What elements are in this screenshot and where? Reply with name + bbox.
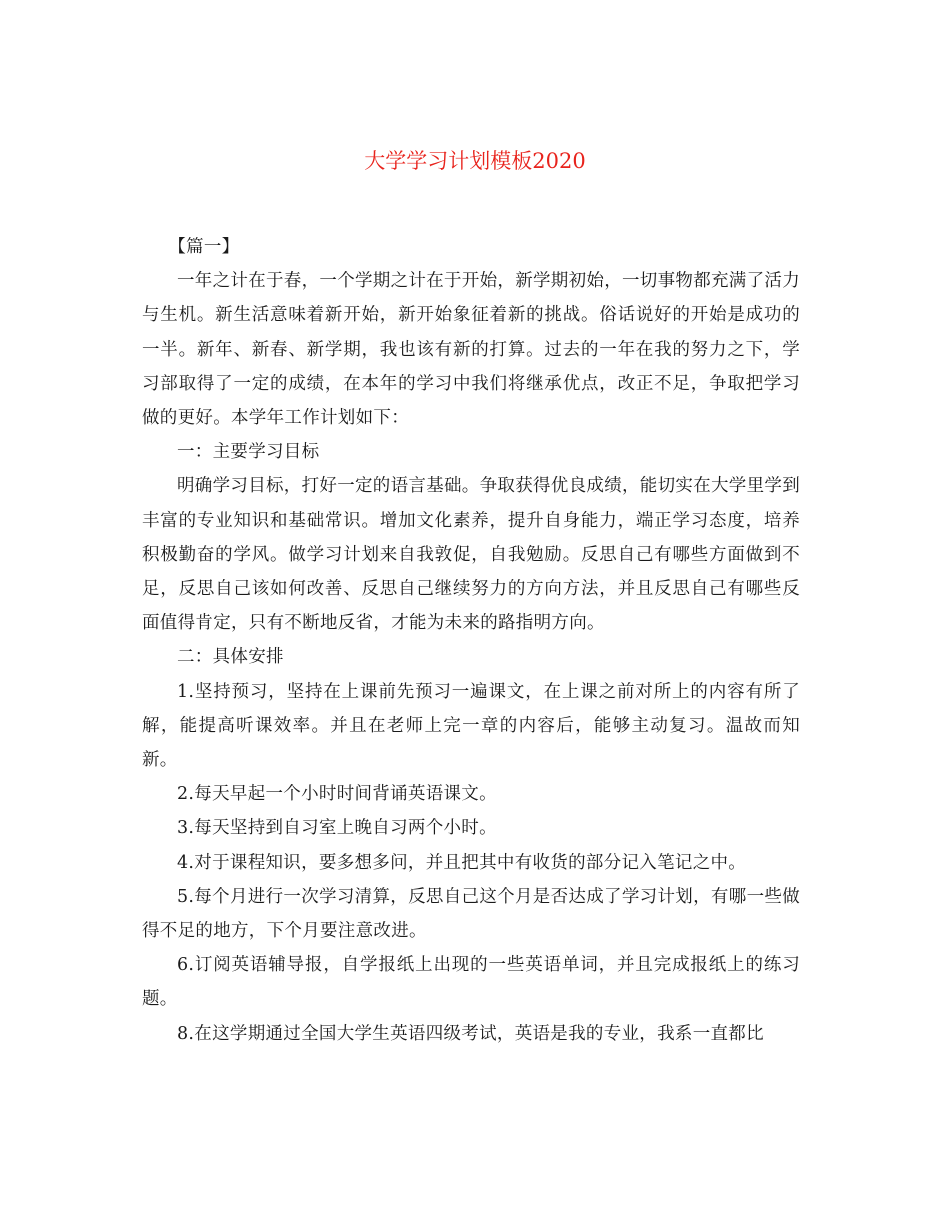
list-item: 1.坚持预习，坚持在上课前先预习一遍课文，在上课之前对所上的内容有所了解，能提高听课效率。并且在老师上完一章的内容后，能够主动复习。温故而知新。 [142,681,800,771]
heading-arrangement: 二：具体安排 [177,647,284,668]
list-item: 3.每天坚持到自习室上晚自习两个小时。 [177,818,497,839]
list-item: 4.对于课程知识，要多想多问，并且把其中有收货的部分记入笔记之中。 [177,852,747,873]
document-body [142,230,800,1051]
paragraph-goal: 明确学习目标，打好一定的语言基础。争取获得优良成绩，能切实在大学里学到丰富的专业知识和基础常识。增加文化素养，提升自身能力，端正学习态度，培养积极勤奋的学风。做学习计划来自我敦促，自我勉励。反思自己有哪些方面做到不足，反思自己该如何改善、反思自己继续努力的方向方法，并且反思自己有哪些反面值得肯定，只有不断地反省，才能为未来的路指明方向。 [142,476,800,634]
section-tag: 【篇一】 [168,237,240,257]
list-item: 8.在这学期通过全国大学生英语四级考试，英语是我的专业，我系一直都比 [177,1023,764,1044]
heading-main-goal: 一：主要学习目标 [177,442,320,463]
list-item: 6.订阅英语辅导报，自学报纸上出现的一些英语单词，并且完成报纸上的练习题。 [142,955,800,1010]
list-item: 5.每个月进行一次学习清算，反思自己这个月是否达成了学习计划，有哪一些做得不足的地方，下个月要注意改进。 [142,886,800,942]
document-title: 大学学习计划模板2020 [364,149,586,173]
list-item: 2.每天早起一个小时时间背诵英语课文。 [177,784,497,805]
paragraph-intro: 一年之计在于春，一个学期之计在于开始，新学期初始，一切事物都充满了活力与生机。新生活意味着新开始，新开始象征着新的挑战。俗话说好的开始是成功的一半。新年、新春、新学期，我也该有新的打算。过去的一年在我的努力之下，学习部取得了一定的成绩，在本年的学习中我们将继承优点，改正不足，争取把学习做的更好。本学年工作计划如下： [142,271,800,429]
